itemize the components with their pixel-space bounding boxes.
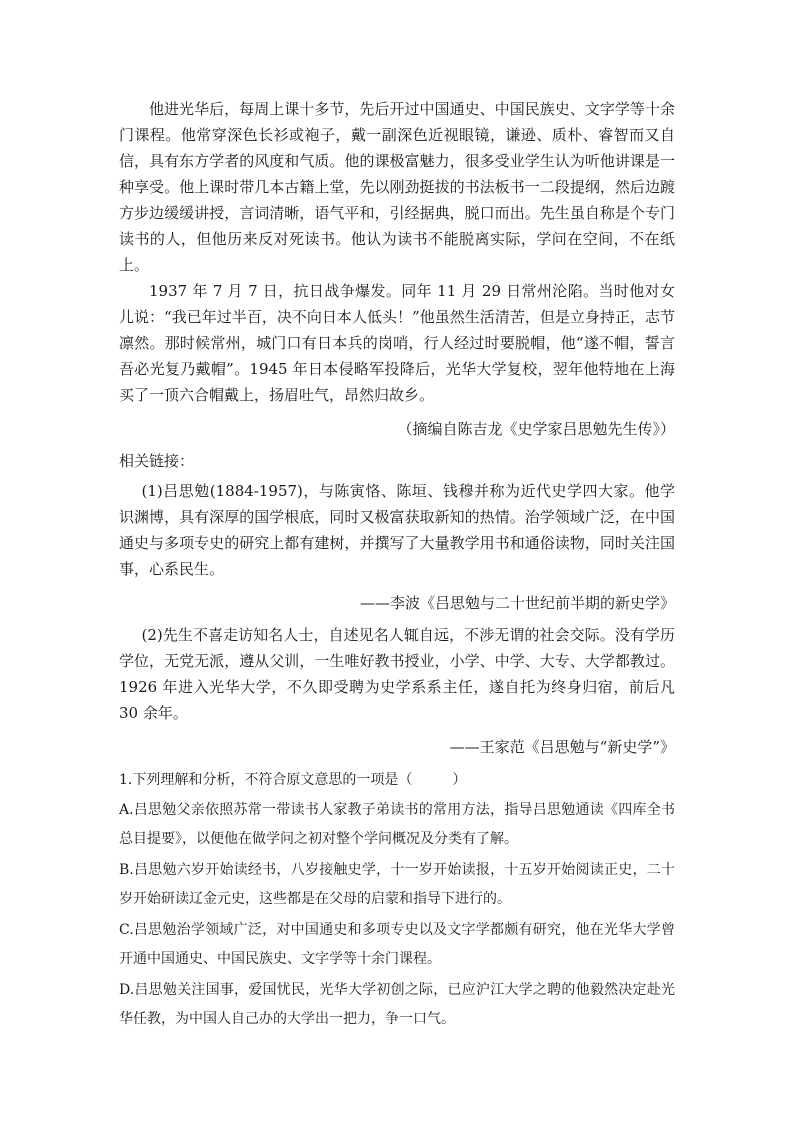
related-link-2-text: (2)先生不喜走访知名人士，自述见名人辄自远，不涉无谓的社会交际。没有学历学位，无党无派，遵从父训，一生唯好教书授业，小学、中学、大专、大学都教过。1926 年进入光华大学，不久即受聘为史学系系主任，遂自托为终身归宿，前后凡 30 余年。 [119, 626, 675, 722]
passage-source: （摘编自陈吉龙《史学家吕思勉先生传》） [397, 420, 675, 438]
related-links-label: 相关链接： [119, 452, 195, 470]
question-stem [119, 766, 675, 794]
option-c: C.吕思勉治学领域广泛，对中国通史和多项专史以及文字学都颇有研究，他在光华大学曾开通中国通史、中国民族史、文字学等十余门课程。 [119, 922, 675, 967]
option-d: D.吕思勉关注国事，爱国忧民，光华大学初创之际，已应沪江大学之聘的他毅然决定赴光华任教，为中国人自己办的大学出一把力，争一口气。 [119, 982, 675, 1027]
document-page [119, 96, 675, 1034]
passage-paragraph-2: 1937 年 7 月 7 日，抗日战争爆发。同年 11 月 29 日常州沦陷。当时他对女儿说：“我已年过半百，决不向日本人低头！”他虽然生活清苦，但是立身持正，志节凛然。那时候常州，城门口有日本兵的岗哨，行人经过时要脱帽，他“遂不帽，誓言吾必光复乃戴帽”。1945 年日本侵略军投降后，光华大学复校，翌年他特地在上海买了一顶六合帽戴上，扬眉吐气，昂然归故乡。 [119, 282, 675, 404]
related-link-1-source: ——李波《吕思勉与二十世纪前半期的新史学》 [359, 594, 675, 612]
related-link-2-source: ——王家范《吕思勉与“新史学”》 [449, 738, 675, 756]
question-stem-text: 1.下列理解和分析，不符合原文意思的一项是（ [119, 772, 413, 788]
option-a: A.吕思勉父亲依照苏常一带读书人家教子弟读书的常用方法，指导吕思勉通读《四库全书总目提要》，以便他在做学问之初对整个学问概况及分类有了解。 [119, 802, 675, 847]
option-b: B.吕思勉六岁开始读经书，八岁接触史学，十一岁开始读报，十五岁开始阅读正史，二十岁开始研读辽金元史，这些都是在父母的启蒙和指导下进行的。 [119, 862, 675, 907]
passage-paragraph-1: 他进光华后，每周上课十多节，先后开过中国通史、中国民族史、文字学等十余门课程。他常穿深色长衫或袍子，戴一副深色近视眼镜，谦逊、质朴、睿智而又自信，具有东方学者的风度和气质。他的课极富魅力，很多受业学生认为听他讲课是一种享受。他上课时带几本古籍上堂，先以刚劲挺拔的书法板书一二段提纲，然后边踱方步边缓缓讲授，言词清晰，语气平和，引经据典，脱口而出。先生虽自称是个专门读书的人，但他历来反对死读书。他认为读书不能脱离实际，学问在空间，不在纸上。 [119, 100, 675, 274]
related-link-1-text: (1)吕思勉(1884-1957)，与陈寅恪、陈垣、钱穆并称为近代史学四大家。他学识渊博，具有深厚的国学根底，同时又极富获取新知的热情。治学领域广泛，在中国通史与多项专史的研究上都有建树，并撰写了大量教学用书和通俗读物，同时关注国事，心系民生。 [119, 482, 675, 578]
question-stem-close: ） [452, 772, 467, 788]
